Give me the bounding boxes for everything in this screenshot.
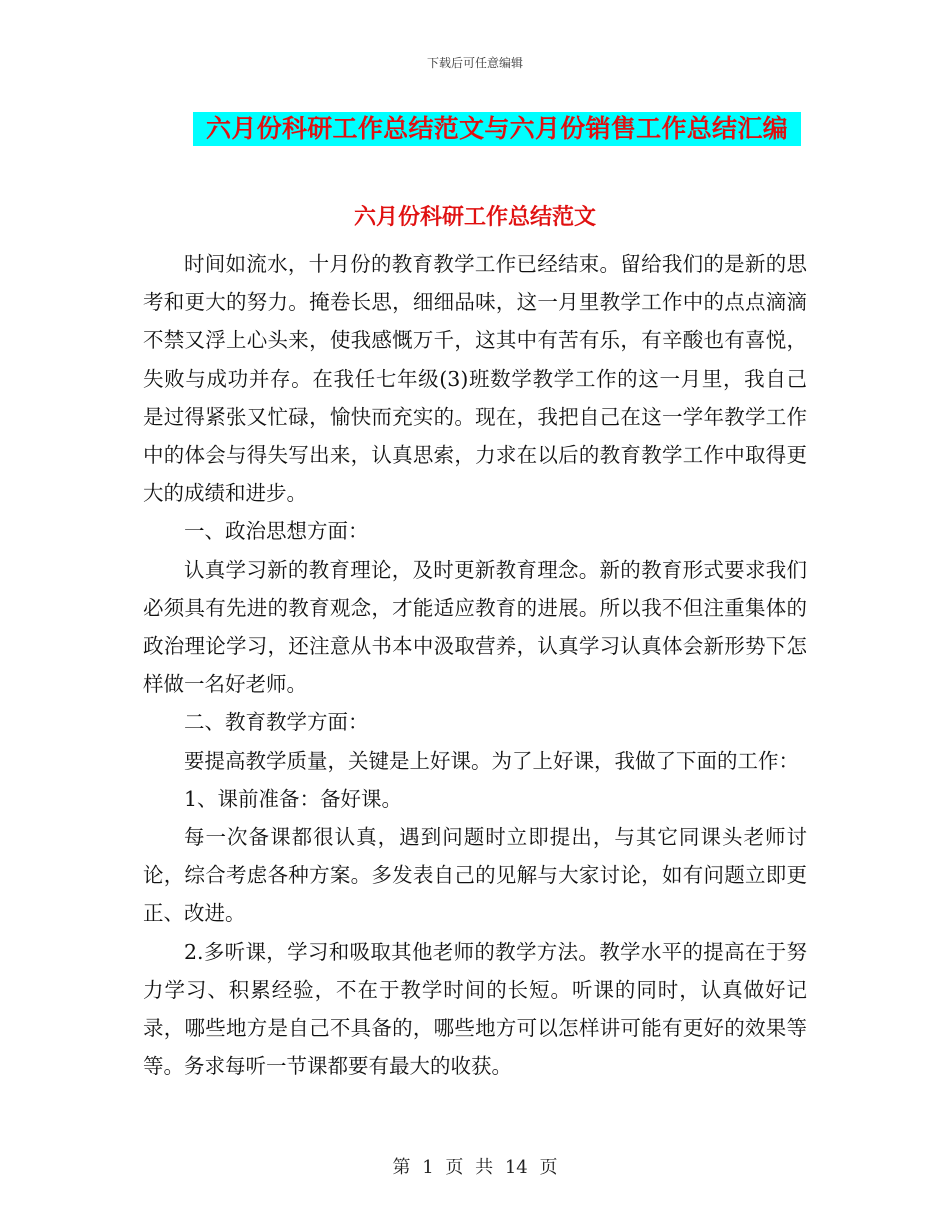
document-title: 六月份科研工作总结范文与六月份销售工作总结汇编 [206, 114, 788, 143]
document-body [143, 245, 807, 1085]
paragraph: 2.多听课，学习和吸取其他老师的教学方法。教学水平的提高在于努力学习、积累经验，不在于教学时间的长短。听课的同时，认真做好记录，哪些地方是自己不具备的，哪些地方可以怎样讲可能有更好的效果等等。务求每听一节课都要有最大的收获。 [143, 939, 807, 1079]
page-header-note: 下载后可任意编辑 [426, 56, 523, 70]
paragraph-subheading: 1、课前准备：备好课。 [184, 786, 403, 811]
paragraph-heading: 二、教育教学方面： [184, 710, 369, 735]
paragraph: 时间如流水，十月份的教育教学工作已经结束。留给我们的是新的思考和更大的努力。掩卷长思，细细品味，这一月里教学工作中的点点滴滴不禁又浮上心头来，使我感慨万千，这其中有苦有乐，有辛酸也有喜悦，失败与成功并存。在我任七年级(3)班数学教学工作的这一月里，我自己是过得紧张又忙碌，愉快而充实的。现在，我把自己在这一学年教学工作中的体会与得失写出来，认真思索，力求在以后的教育教学工作中取得更大的成绩和进步。 [143, 252, 807, 506]
paragraph-heading: 一、政治思想方面： [184, 519, 369, 544]
section-title: 六月份科研工作总结范文 [353, 205, 596, 230]
page-number: 第 1 页 共 14 页 [392, 1157, 558, 1178]
document-title-highlight [193, 112, 801, 146]
paragraph: 要提高教学质量，关键是上好课。为了上好课，我做了下面的工作： [184, 748, 799, 773]
paragraph: 每一次备课都很认真，遇到问题时立即提出，与其它同课头老师讨论，综合考虑各种方案。多发表自己的见解与大家讨论，如有问题立即更正、改进。 [143, 825, 807, 926]
paragraph: 认真学习新的教育理论，及时更新教育理念。新的教育形式要求我们必须具有先进的教育观念，才能适应教育的进展。所以我不但注重集体的政治理论学习，还注意从书本中汲取营养，认真学习认真体会新形势下怎样做一名好老师。 [143, 557, 807, 697]
